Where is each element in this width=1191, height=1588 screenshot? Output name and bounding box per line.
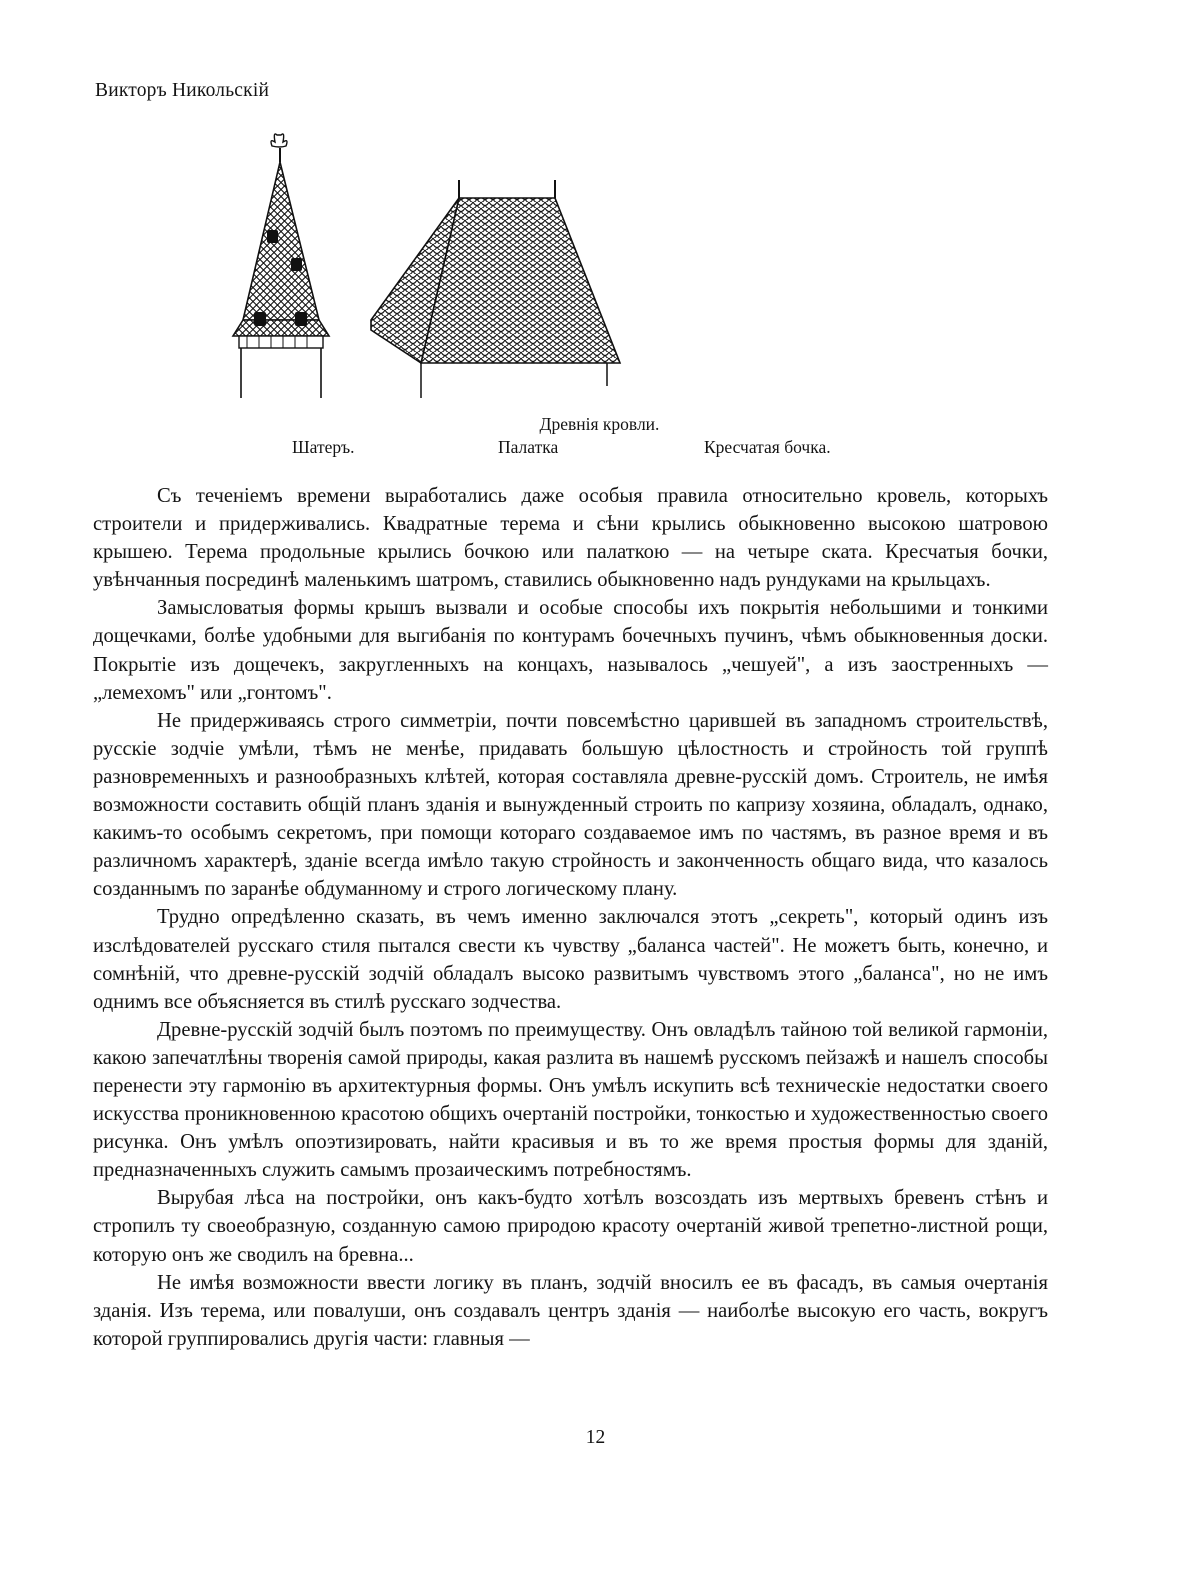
tent-roof-drawing <box>233 134 329 398</box>
paragraph: Не имѣя возможности ввести логику въ планъ, зодчій вносилъ ее въ фасадъ, въ самыя очертанія зданія. Изъ терема, или повалуши, онъ создавалъ центръ зданія — наиболѣе высокую его часть, вокругъ которой группировались другія части: главныя — <box>93 1271 1048 1350</box>
paragraph: Вырубая лѣса на постройки, онъ какъ-будто хотѣлъ возсоздать изъ мертвыхъ бревенъ стѣнъ и стропилъ ту своеобразную, созданную самою природою красоту очертаній живой трепетно-листной рощи, которую онъ же сводилъ на бревна... <box>93 1187 1048 1266</box>
figure-title: Древнія кровли. <box>539 414 660 434</box>
page-number: 12 <box>585 1427 606 1448</box>
caption-tent: Шатеръ. <box>292 437 355 457</box>
roofs-figure <box>225 130 645 410</box>
running-head: Викторъ Никольскій <box>95 80 270 101</box>
paragraph: Съ теченіемъ времени выработались даже особыя правила относительно кровель, которыхъ строители и придерживались. Квадратные терема и сѣни крылись обыкновенно высокою шатровою крышею. Терема продольные крылись бочкою или палаткою — на четыре ската. Кресчатыя бочки, увѣнчанныя посрединѣ маленькимъ шатромъ, ставились обыкновенно надъ рундуками на крыльцахъ. <box>93 485 1048 592</box>
caption-hip: Палатка <box>498 437 559 457</box>
paragraph: Не придерживаясь строго симметріи, почти повсемѣстно царившей въ западномъ строительствѣ, русскіе зодчіе умѣли, тѣмъ не менѣе, придавать большую цѣлостность и стройность той группѣ разновременныхъ и разнообразныхъ клѣтей, которая составляла древне-русскій домъ. Строитель, не имѣя возможности составить общій планъ зданія и вынужденный строить по капризу хозяина, обладалъ, однако, какимъ-то особымъ секретомъ, при помощи котораго создаваемое имъ по частямъ, въ разное время и въ различномъ характерѣ, зданіе всегда имѣло такую стройность и законченность общаго вида, что казалось созданнымъ по заранѣе обдуманному и строго логическому плану. <box>93 709 1048 901</box>
body-text <box>93 482 1048 1353</box>
paragraph: Трудно опредѣленно сказать, въ чемъ именно заключался этотъ „секреть", который одинъ изъ изслѣдователей русскаго стиля пытался свести къ чувству „баланса частей". Не можетъ быть, конечно, и сомнѣній, что древне-русскій зодчій обладалъ высоко развитымъ чувствомъ этого „баланса", но не имъ однимъ все объясняется въ стилѣ русскаго зодчества. <box>93 906 1048 1013</box>
paragraph: Древне-русскій зодчій былъ поэтомъ по преимуществу. Онъ овладѣлъ тайною той великой гармоніи, какою запечатлѣны творенія самой природы, какая разлита въ нашемѣ русскомъ пейзажѣ и нашелъ способы перенести эту гармонію въ архитектурныя формы. Онъ умѣлъ искупить всѣ техническіе недостатки своего искусства проникновенною красотою общихъ очертаній постройки, тонкостью и художественностью своего рисунка. Онъ умѣлъ опоэтизировать, найти красивыя и въ то же время простыя формы для зданій, предназначенныхъ служить самымъ прозаическимъ потребностямъ. <box>93 1018 1048 1182</box>
hip-roof-drawing <box>371 180 620 398</box>
paragraph: Замысловатыя формы крышъ вызвали и особые способы ихъ покрытія небольшими и тонкими дощечками, болѣе удобными для выгибанія по контурамъ бочечныхъ пучинъ, чѣмъ обыкновенныя доски. Покрытіе изъ дощечекъ, закругленныхъ на концахъ, называлось „чешуей", а изъ заостренныхъ — „лемехомъ" или „гонтомъ". <box>93 597 1048 704</box>
caption-barrel: Кресчатая бочка. <box>704 437 831 457</box>
